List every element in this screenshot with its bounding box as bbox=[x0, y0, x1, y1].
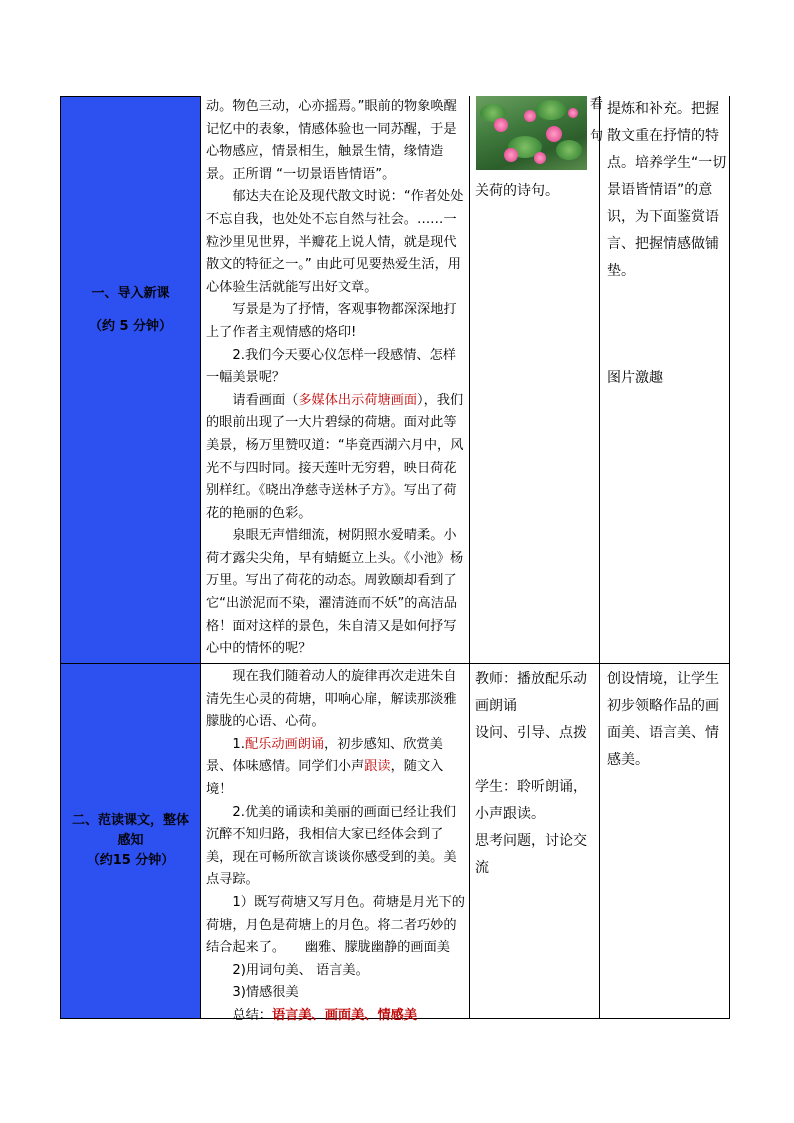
content-paragraph: 现在我们随着动人的旋律再次走进朱自清先生心灵的荷塘，叩响心扉，解读那淡雅朦胧的心语、心荷。 bbox=[206, 669, 457, 730]
activity-line: 设问、引导、点拨 bbox=[475, 725, 587, 741]
edge-char: 看 bbox=[590, 97, 604, 112]
content-paragraph: 动。物色三动，心亦摇焉。”眼前的物象唤醒记忆中的表象，情感体验也一同苏醒，于是心物感应，情景相生，触景生情，缘情造景。正所谓 “一切景语皆情语”。 bbox=[206, 99, 457, 182]
activity-line: 学生：聆听朗诵，小声跟读。 bbox=[475, 779, 587, 822]
content-paragraph: 郁达夫在论及现代散文时说：“作者处处不忘自我，也处处不忘自然与社会。……一粒沙里见世界，半瓣花上说人情，就是现代散文的特征之一。” 由此可见要热爱生活，用心体验生活就能写出好文章。 bbox=[206, 189, 464, 295]
highlight-text: 多媒体出示荷塘画面 bbox=[298, 392, 418, 408]
content-cell-intro bbox=[200, 96, 470, 664]
highlight-text: 跟读 bbox=[364, 759, 391, 775]
section-title: 一、导入新课 bbox=[91, 286, 170, 301]
summary-line: 总结：语言美、画面美、情感美 bbox=[232, 1007, 418, 1023]
activity-line: 思考问题，讨论交流 bbox=[475, 833, 587, 876]
content-cell-reading bbox=[200, 663, 470, 1023]
content-paragraph: 2.我们今天要心仪怎样一段感情、怎样一幅美景呢？ bbox=[206, 347, 456, 386]
highlight-text: 语言美、画面美、情感美 bbox=[271, 1007, 418, 1023]
content-paragraph: 2.优美的诵读和美丽的画面已经让我们沉醉不知归路，我相信大家已经体会到了美，现在可畅所欲言谈谈你感受到的美。美点寻踪。 bbox=[206, 804, 457, 888]
section-cell-reading bbox=[60, 663, 201, 1019]
design-cell-intro bbox=[599, 96, 730, 664]
content-paragraph: 写景是为了抒情，客观事物都深深地打上了作者主观情感的烙印! bbox=[206, 302, 457, 340]
lotus-pond-photo bbox=[476, 96, 587, 170]
activity-text: 关荷的诗句。 bbox=[475, 183, 559, 199]
edge-char: 句 bbox=[590, 129, 604, 144]
content-paragraph: 1）既写荷塘又写月色。荷塘是月光下的荷塘，月色是荷塘上的月色。将二者巧妙的结合起来了。 幽雅、朦胧幽静的画面美 bbox=[206, 894, 465, 956]
content-paragraph: 请看画面（多媒体出示荷塘画面），我们的眼前出现了一大片碧绿的荷塘。面对此等美景，杨万里赞叹道：“毕竟西湖六月中，风光不与四时同。接天莲叶无穷碧，映日荷花别样红。《晓出净慈寺送林子方》。写出了荷花的艳丽的色彩。 bbox=[206, 392, 464, 521]
section-duration: （约 5 分钟） bbox=[88, 319, 173, 334]
activity-cell-intro bbox=[469, 96, 604, 664]
design-text: 提炼和补充。把握散文重在抒情的特点。培养学生“一切景语皆情语”的意识，为下面鉴赏语言、把握情感做铺垫。 bbox=[607, 101, 727, 279]
section-title: 二、范读课文，整体感知 bbox=[71, 813, 189, 848]
content-paragraph: 3)情感很美 bbox=[232, 985, 299, 1001]
content-paragraph: 泉眼无声惜细流，树阴照水爱晴柔。小荷才露尖尖角，早有蜻蜓立上头。《小池》杨万里。写出了荷花的动态。周敦颐却看到了它“出淤泥而不染，濯清涟而不妖”的高洁品格！面对这样的景色，朱自清又是如何抒写心中的情怀的呢？ bbox=[206, 528, 464, 657]
content-paragraph: 1.配乐动画朗诵，初步感知、欣赏美景、体味感情。同学们小声跟读，随文入境！ bbox=[206, 736, 444, 797]
design-text: 创设情境，让学生初步领略作品的画面美、语言美、情感美。 bbox=[607, 671, 719, 768]
activity-cell-reading bbox=[469, 663, 600, 1019]
section-cell-intro bbox=[60, 96, 201, 664]
design-note: 图片激趣 bbox=[607, 370, 663, 386]
content-paragraph: 2)用词句美、 语言美。 bbox=[232, 962, 369, 978]
highlight-text: 配乐动画朗诵 bbox=[244, 736, 325, 752]
activity-line: 教师：播放配乐动画朗诵 bbox=[475, 671, 587, 714]
design-cell-reading bbox=[599, 663, 730, 1019]
section-duration: （约15 分钟） bbox=[86, 853, 175, 868]
